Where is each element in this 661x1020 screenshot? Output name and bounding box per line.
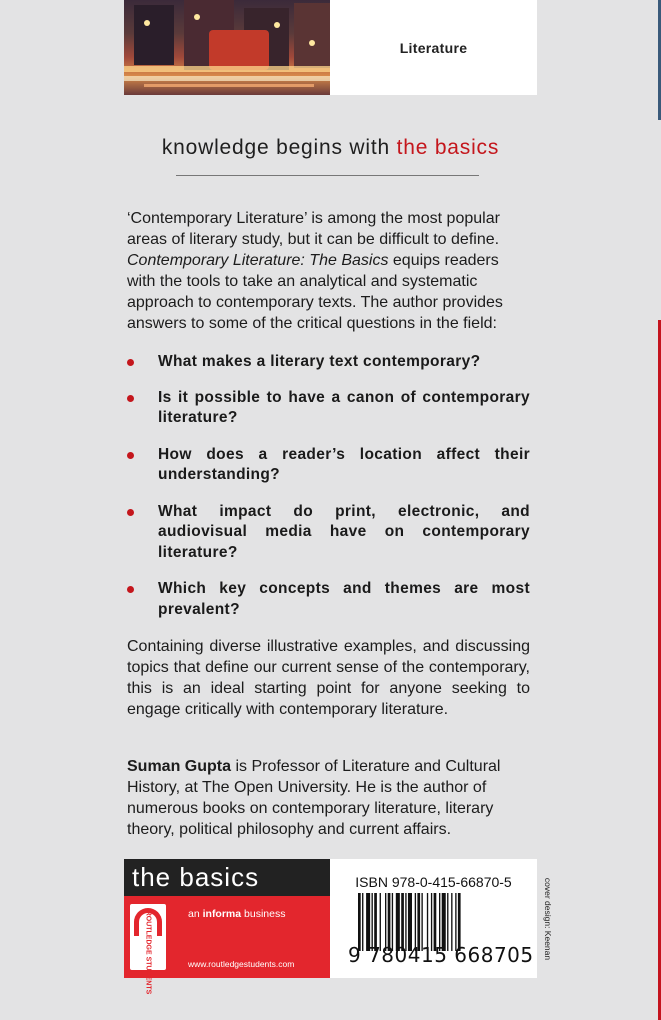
header-band xyxy=(124,0,537,95)
subject-label: Literature xyxy=(330,0,537,95)
tagline-highlight: the basics xyxy=(396,136,500,159)
bullet-icon xyxy=(127,395,134,402)
list-item: Which key concepts and themes are most prevalent? xyxy=(127,579,530,620)
author-bio xyxy=(127,756,530,840)
closing-paragraph: Containing diverse illustrative examples, and discussing topics that define our current sense of the contemporary, this is an ideal starting point for anyone seeking to engage critically with contemporary literature. xyxy=(127,638,530,718)
barcode-digits: 9 780415 668705 xyxy=(348,943,534,967)
question-list xyxy=(127,352,530,620)
bullet-icon xyxy=(127,452,134,459)
book-title: Contemporary Literature: The Basics xyxy=(127,252,389,269)
business-line: an informa business xyxy=(188,908,286,920)
bullet-icon xyxy=(127,586,134,593)
publisher-logo xyxy=(130,904,166,994)
author-name: Suman Gupta xyxy=(127,758,232,775)
list-item: Is it possible to have a canon of contemporary literature? xyxy=(127,388,530,429)
cover-credit: cover design: Keenan xyxy=(543,877,554,960)
bullet-icon xyxy=(127,359,134,366)
bio-text: is Professor of Literature and Cultural History, at The Open University. He is the author of numerous books on contemporary literature, literary theory, political philosophy and current affairs. xyxy=(127,758,501,838)
isbn-panel xyxy=(330,859,537,978)
list-item: What makes a literary text contemporary? xyxy=(127,352,530,373)
list-item: What impact do print, electronic, and audiovisual media have on contemporary literature? xyxy=(127,502,530,564)
intro-part2: equips readers with the tools to take an analytical and systematic approach to contemporary texts. The author provides answers to some of the critical questions in the field: xyxy=(127,252,503,332)
series-tagline xyxy=(124,136,537,160)
intro-paragraph xyxy=(127,208,530,334)
series-name: the basics xyxy=(132,862,260,892)
bullet-icon xyxy=(127,509,134,516)
divider xyxy=(176,175,479,176)
isbn-text: ISBN 978-0-415-66870-5 xyxy=(355,874,512,890)
tagline-prefix: knowledge begins with xyxy=(161,136,397,159)
publisher-vertical-text: ROUTLEDGE STUDENTS xyxy=(144,910,152,994)
website-link: www.routledgestudents.com xyxy=(188,959,295,969)
footer-band xyxy=(124,859,537,994)
city-night-photo xyxy=(124,0,330,95)
list-item: How does a reader’s location affect their understanding? xyxy=(127,445,530,486)
series-panel xyxy=(124,859,330,994)
intro-part1: ‘Contemporary Literature’ is among the most popular areas of literary study, but it can be difficult to define. xyxy=(127,210,500,248)
